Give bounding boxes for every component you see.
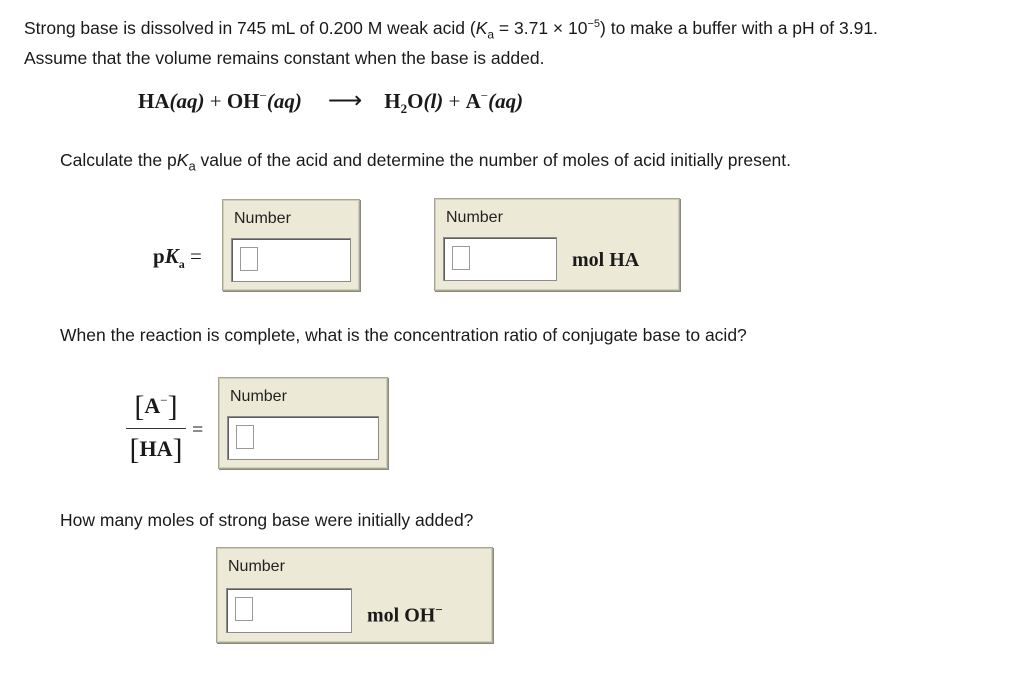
reaction-equation bbox=[138, 86, 523, 117]
moles-base-input[interactable] bbox=[226, 588, 352, 633]
problem-statement bbox=[24, 12, 1014, 70]
question-2-text: When the reaction is complete, what is the concentration ratio of conjugate base to acid? bbox=[60, 325, 747, 345]
ratio-ha: HA bbox=[139, 436, 173, 461]
moles-base-unit bbox=[367, 602, 443, 628]
input-cursor-icon bbox=[236, 425, 254, 449]
pka-label bbox=[153, 244, 202, 272]
question-1-sub: a bbox=[188, 158, 196, 174]
ratio-fraction bbox=[126, 390, 186, 467]
eq-liquid: (l) bbox=[423, 89, 444, 113]
input-cursor-icon bbox=[452, 246, 470, 270]
pka-equals: = bbox=[184, 244, 202, 268]
ka-subscript: a bbox=[487, 27, 495, 42]
moles-acid-answer-box bbox=[434, 198, 680, 291]
ratio-numerator: [A−] bbox=[134, 390, 178, 423]
question-1-text: value of the acid and determine the number of moles of acid initially present. bbox=[195, 150, 792, 170]
intro-text-3: ) to make a buffer with a pH of 3.91. bbox=[600, 17, 878, 38]
pka-answer-box bbox=[222, 199, 360, 291]
number-label: Number bbox=[234, 210, 291, 227]
pka-k: K bbox=[164, 244, 179, 268]
ratio-input[interactable] bbox=[227, 416, 379, 460]
question-1-k: K bbox=[176, 150, 189, 170]
eq-oh: OH bbox=[226, 89, 260, 113]
eq-charge: − bbox=[480, 88, 489, 103]
eq-a: A bbox=[465, 89, 481, 113]
pka-p: p bbox=[153, 244, 165, 268]
ratio-equals: = bbox=[192, 419, 204, 441]
intro-text-1: Strong base is dissolved in 745 mL of 0.200 M weak acid ( bbox=[24, 17, 476, 38]
number-label: Number bbox=[230, 388, 287, 405]
ka-exponent: −5 bbox=[587, 18, 601, 30]
question-1 bbox=[60, 150, 791, 174]
moles-base-answer-box bbox=[216, 547, 493, 643]
moles-acid-input[interactable] bbox=[443, 237, 557, 281]
eq-plus: + bbox=[443, 89, 466, 113]
moles-acid-unit: mol HA bbox=[572, 249, 640, 271]
fraction-bar bbox=[126, 428, 186, 429]
ratio-answer-box bbox=[218, 377, 388, 469]
input-cursor-icon bbox=[235, 597, 253, 621]
moles-base-unit-text: mol OH bbox=[367, 604, 436, 627]
question-3 bbox=[60, 510, 473, 531]
ratio-denominator: [HA] bbox=[129, 433, 183, 466]
input-cursor-icon bbox=[240, 247, 258, 271]
eq-charge: − bbox=[259, 88, 267, 103]
number-label: Number bbox=[446, 209, 503, 226]
pka-input[interactable] bbox=[231, 238, 351, 282]
eq-aq: (aq) bbox=[266, 89, 302, 113]
eq-sub: 2 bbox=[400, 101, 408, 117]
eq-plus: + bbox=[204, 89, 227, 113]
eq-h: H bbox=[384, 89, 401, 113]
question-3-text: How many moles of strong base were initially added? bbox=[60, 510, 474, 530]
number-label: Number bbox=[228, 558, 285, 575]
ratio-a: A bbox=[144, 393, 161, 418]
ka-symbol: K bbox=[475, 17, 488, 38]
eq-ha: HA bbox=[138, 89, 170, 113]
eq-o: O bbox=[407, 89, 424, 113]
ratio-charge: − bbox=[160, 392, 168, 408]
pka-sub: a bbox=[178, 257, 185, 272]
question-2 bbox=[60, 325, 747, 346]
moles-base-unit-charge: − bbox=[435, 602, 443, 617]
eq-aq: (aq) bbox=[169, 89, 205, 113]
eq-aq: (aq) bbox=[488, 89, 524, 113]
reaction-arrow-icon: ⟶ bbox=[327, 88, 363, 114]
question-1-text: Calculate the p bbox=[60, 150, 177, 170]
intro-text-2: = 3.71 × 10 bbox=[494, 17, 588, 38]
intro-text-4: Assume that the volume remains constant when the base is added. bbox=[24, 48, 545, 69]
